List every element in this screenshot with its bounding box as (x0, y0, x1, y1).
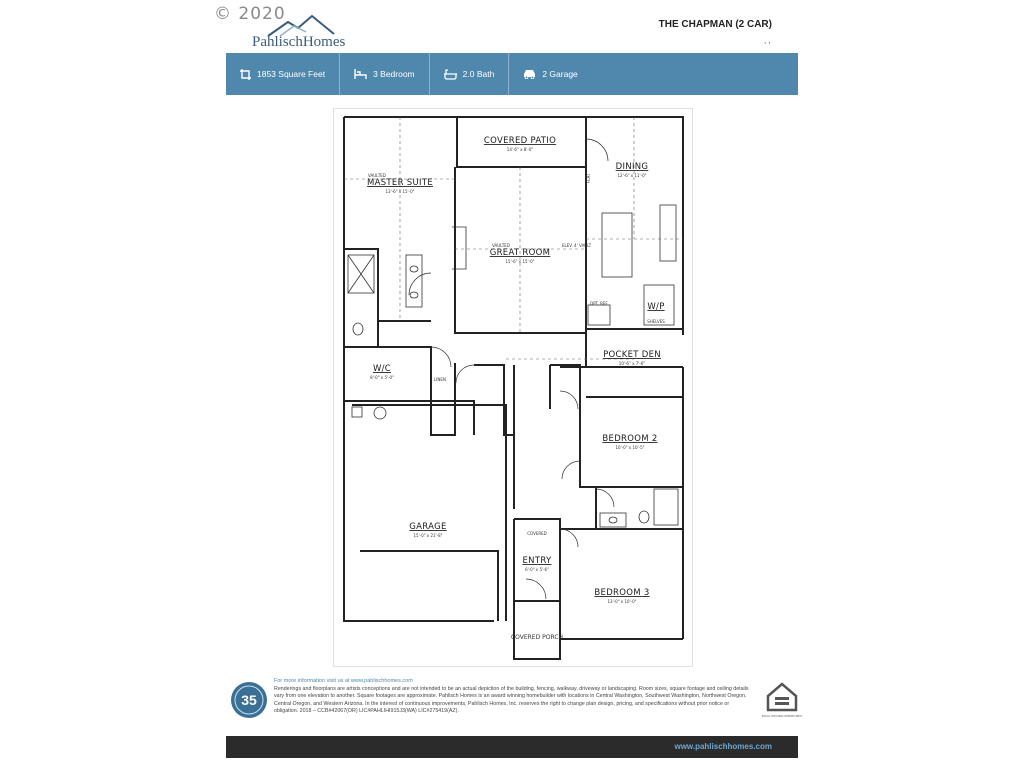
copyright-text: © 2020 (214, 4, 286, 24)
room-entry: ENTRY (522, 556, 552, 566)
spec-baths (430, 53, 510, 95)
spec-bar (226, 53, 798, 95)
eho-label: EQUAL HOUSING OPPORTUNITY (762, 715, 802, 718)
more-info-text[interactable]: For more information visit us at www.pahlischhomes.com (274, 678, 413, 684)
opt-ref-note: OPT. REF (590, 301, 608, 306)
room-wic-dims: 8'-0" x 5'-0" (370, 375, 394, 380)
footer-bar (226, 736, 798, 758)
website-link[interactable]: www.pahlischhomes.com (674, 742, 772, 751)
linen-note: LINEN (434, 377, 446, 382)
equal-housing-logo (762, 680, 802, 720)
room-master-suite: MASTER SUITE (366, 178, 434, 188)
master-vaulted-note: VAULTED (368, 173, 386, 178)
bed-icon (354, 69, 367, 79)
plan-subtitle: , , (764, 36, 771, 45)
spec-square-feet (226, 53, 340, 95)
shelves-note: SHELVES (647, 319, 665, 324)
covered-entry-note: COVERED (527, 531, 547, 536)
room-wic: W/C (372, 364, 392, 374)
great-room-vaulted-note: VAULTED (492, 243, 510, 248)
floor-plan-drawing (334, 109, 692, 666)
room-dining-dims: 12'-6" x 11'-0" (617, 173, 647, 178)
flat-note: FLAT (586, 173, 591, 183)
spec-bedrooms (340, 53, 430, 95)
room-garage: GARAGE (409, 522, 447, 532)
pahlisch-logo (250, 14, 360, 54)
brand-name: PahlischHomes (252, 34, 346, 50)
badge-number: 35 (241, 692, 257, 708)
plan-title: THE CHAPMAN (2 CAR) (658, 19, 772, 30)
floor-plan (333, 108, 693, 667)
room-great-room: GREAT ROOM (489, 248, 551, 258)
spec-label: 2 Garage (542, 69, 578, 79)
spec-label: 1853 Square Feet (257, 69, 326, 79)
bathtub-icon (444, 69, 457, 80)
room-bedroom-3: BEDROOM 3 (594, 588, 650, 598)
anniversary-badge-icon (229, 680, 269, 720)
room-bedroom-3-dims: 13'-0" x 10'-0" (607, 599, 637, 604)
equal-housing-icon (762, 680, 802, 720)
spec-label: 3 Bedroom (373, 69, 415, 79)
room-master-suite-dims: 13'-6" x 15'-0" (385, 189, 415, 194)
anniversary-badge (229, 680, 269, 720)
spec-label: 2.0 Bath (462, 69, 495, 79)
room-covered-porch: COVERED PORCH (510, 634, 564, 641)
room-covered-patio: COVERED PATIO (483, 136, 557, 146)
elev-vault-note: ELEV. 4' VAULT (562, 243, 592, 248)
room-entry-dims: 6'-0" x 5'-6" (525, 567, 549, 572)
room-great-room-dims: 15'-6" x 15'-0" (505, 259, 535, 264)
disclaimer-text: Renderings and floorplans are artists conceptions and are not intended to be an actual depiction of the building, fencing, walkway, driveway or landscaping. Room sizes, square footage and ceiling details vary from one elevation to another. Square footages are approximate. Pahlisch Homes is an award winning homebuilder with locations in Central Washington, Southwest Washington, Northwest Oregon, Central Oregon, and Western Arizona. In the interest of continuous improvements, Pahlisch Homes, Inc. reserves the right to change plan design, pricing, and specifications without prior notice or obligation. 2018 – CCB#42067(OR) LIC#PAHLIHI915J3(WA) LIC#275419(AZ). (274, 686, 749, 715)
room-pocket-den: POCKET DEN (603, 350, 661, 360)
spec-garage (509, 53, 591, 95)
room-wip: W/P (647, 302, 665, 312)
car-icon (523, 69, 536, 79)
room-pocket-den-dims: 10'-6" x 7'-6" (618, 361, 646, 366)
room-garage-dims: 15'-0" x 21'-8" (413, 533, 443, 538)
square-footage-icon (240, 69, 251, 80)
room-bedroom-2: BEDROOM 2 (602, 434, 658, 444)
room-bedroom-2-dims: 10'-0" x 10'-5" (615, 445, 645, 450)
room-covered-patio-dims: 14'-6" x 8'-0" (506, 147, 534, 152)
room-dining: DINING (615, 162, 649, 172)
